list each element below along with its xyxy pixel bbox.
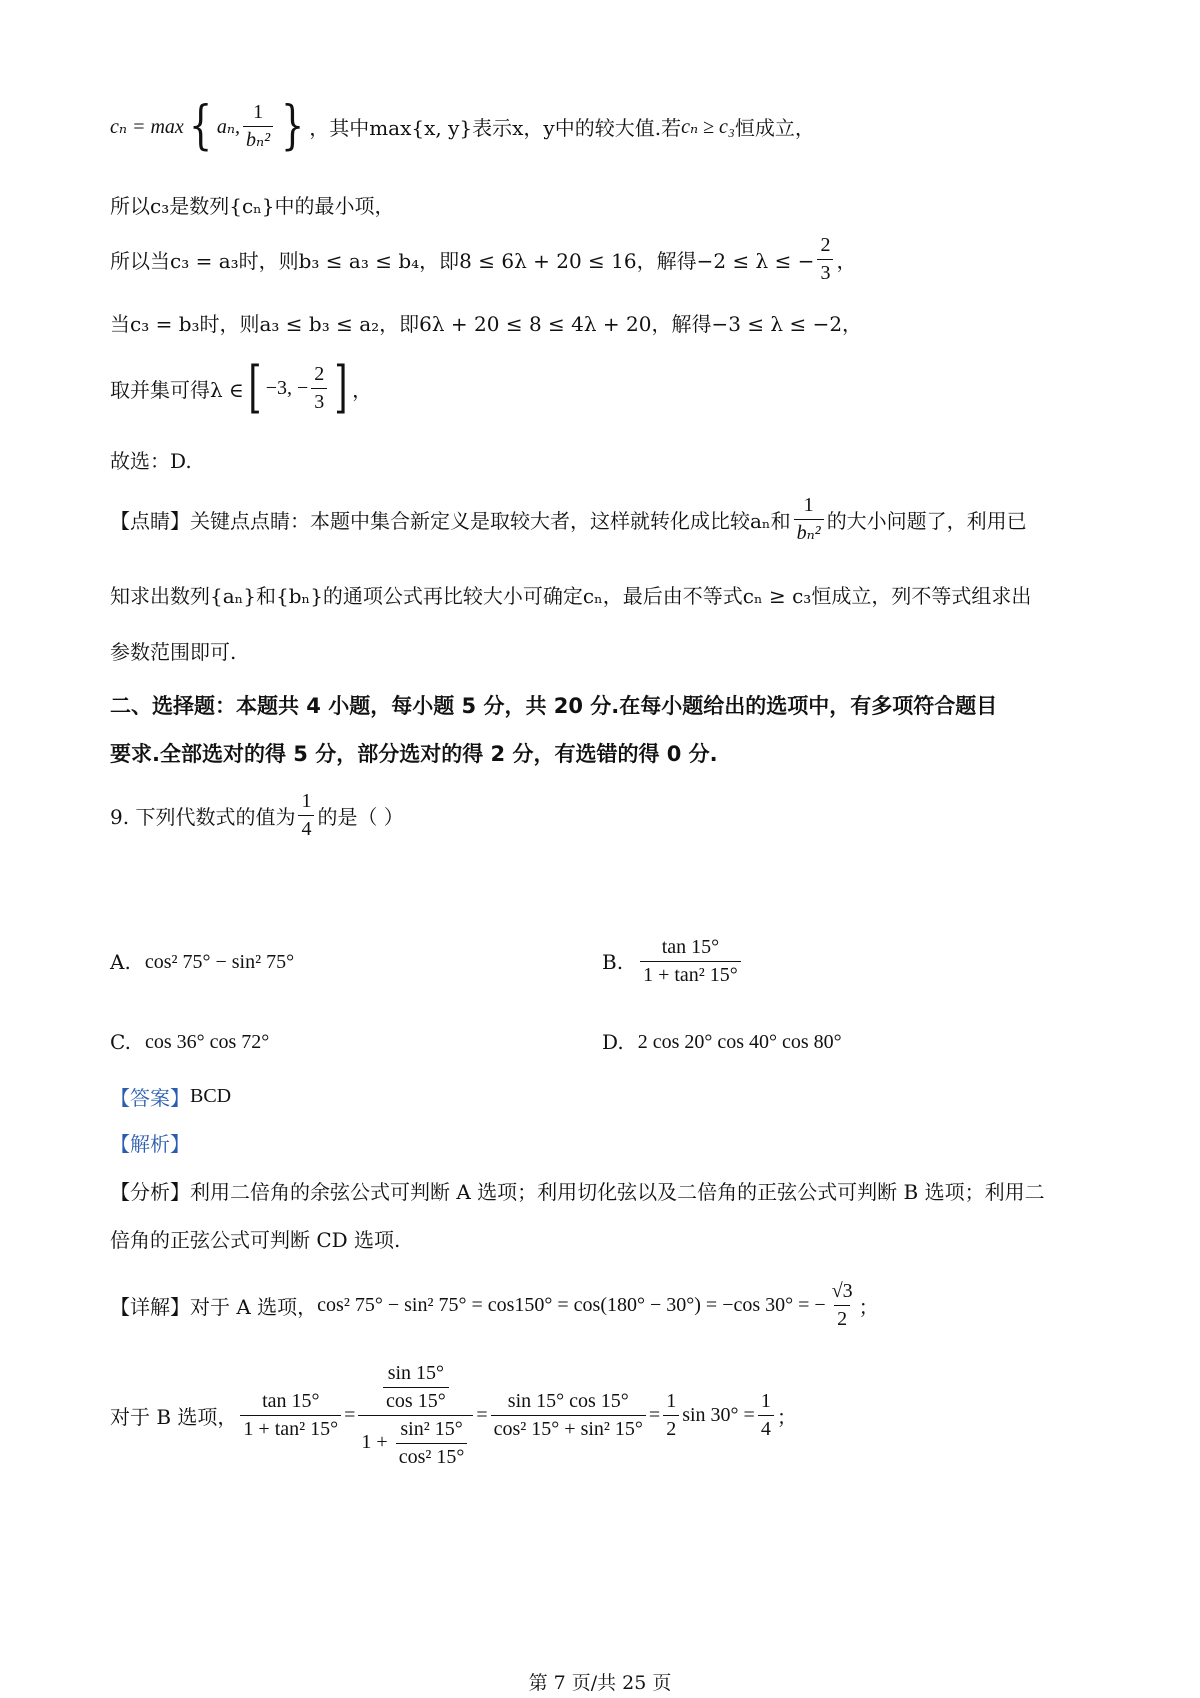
cn-max-expr: cₙ = max <box>110 115 184 138</box>
question-stem <box>110 790 404 841</box>
left-bracket: [ <box>248 355 262 420</box>
line-case-a3 <box>110 234 856 285</box>
option-b[interactable] <box>602 936 744 987</box>
fraction-one-quarter-result <box>758 1390 774 1441</box>
choice-text: 故选：D. <box>110 449 192 473</box>
set-an: aₙ, <box>216 115 241 138</box>
option-b-label: B. <box>602 949 624 974</box>
line-dianjing-1 <box>110 494 1027 545</box>
fraction-numerator: 1 <box>253 100 264 123</box>
dianjing-text-3: 参数范围即可. <box>110 640 237 664</box>
section-heading-line1 <box>110 690 997 720</box>
fraction-numerator: sin² 15° <box>400 1418 463 1440</box>
fraction-denominator: 3 <box>311 388 327 414</box>
fenxi-line-1 <box>110 1176 1045 1205</box>
max-definition-text: ，其中max{x, y}表示x，y中的较大值.若 <box>309 115 682 140</box>
option-a[interactable] <box>110 950 294 974</box>
line-dianjing-2 <box>110 580 1031 609</box>
fraction-one-half <box>663 1390 679 1441</box>
line-cn-definition <box>110 96 815 156</box>
fraction-denominator: 2 <box>663 1415 679 1441</box>
fraction-denominator: 2 <box>834 1305 850 1331</box>
section-heading-text-2: 要求.全部选对的得 5 分，部分选对的得 2 分，有选错的得 0 分. <box>110 742 718 766</box>
option-c-label: C. <box>110 1030 131 1054</box>
option-d[interactable] <box>602 1030 842 1054</box>
case-a3-end: ， <box>836 249 857 273</box>
line-union <box>110 355 373 420</box>
section-heading-line2 <box>110 738 718 768</box>
fraction-one-over-bn2-note <box>794 494 824 545</box>
option-a-expr: cos² 75° − sin² 75° <box>144 950 295 973</box>
interval-lead: −3, − <box>265 376 309 399</box>
fraction-sqrt3-over-2 <box>829 1280 856 1331</box>
union-text: 取并集可得λ ∈ <box>110 377 244 402</box>
detail-b-fraction-1 <box>240 1390 341 1441</box>
page-footer: 第 7 页/共 25 页 <box>528 1672 672 1694</box>
option-c-expr: cos 36° cos 72° <box>144 1030 270 1053</box>
fenxi-line-2 <box>110 1224 400 1253</box>
fraction-denominator: 4 <box>758 1415 774 1441</box>
right-brace: } <box>281 96 305 156</box>
fraction-numerator: sin 15° cos 15° <box>507 1390 629 1412</box>
fraction-denominator: 1 + tan² 15° <box>240 1415 341 1441</box>
fraction-denominator <box>358 1415 473 1469</box>
fraction-numerator: sin 15° <box>387 1362 445 1384</box>
detail-b-line <box>110 1362 797 1469</box>
fenxi-text-2: 倍角的正弦公式可判断 CD 选项. <box>110 1228 401 1252</box>
section-heading-text-1: 二、选择题：本题共 4 小题，每小题 5 分，共 20 分.在每小题给出的选项中，有多项符合题目 <box>110 694 998 718</box>
fraction-denominator: cos² 15° <box>396 1443 468 1469</box>
option-c[interactable] <box>110 1030 269 1054</box>
fraction-numerator: 2 <box>314 362 325 385</box>
line-choice <box>110 445 192 474</box>
detail-a-text: 【详解】对于 A 选项， <box>110 1295 318 1319</box>
case-b3-text: 当c₃ = b₃时，则a₃ ≤ b₃ ≤ a₂，即6λ + 20 ≤ 8 ≤ 4λ + 20，解得−3 ≤ λ ≤ −2， <box>110 312 863 336</box>
answer-label: 【答案】 <box>110 1086 190 1110</box>
fraction-one-quarter <box>298 790 314 841</box>
question-stem-tail: 的是（ ） <box>317 805 404 829</box>
condition-tail: 恒成立， <box>734 115 815 140</box>
detail-b-fraction-3 <box>491 1390 646 1441</box>
fraction-numerator: tan 15° <box>661 936 720 958</box>
equals-sign: = <box>344 1404 356 1426</box>
min-term-text: 所以c₃是数列{cₙ}中的最小项， <box>110 194 395 218</box>
fraction-numerator <box>377 1362 455 1415</box>
fraction-numerator: 1 <box>760 1390 771 1412</box>
fraction-denominator: cos 15° <box>383 1387 449 1413</box>
fraction-numerator: 2 <box>820 234 831 256</box>
detail-a-line <box>110 1280 879 1331</box>
fraction-denominator: bₙ² <box>243 126 273 152</box>
case-a3-text: 所以当c₃ = a₃时，则b₃ ≤ a₃ ≤ b₄，即8 ≤ 6λ + 20 ≤ 16，解得−2 ≤ λ ≤ − <box>110 249 815 273</box>
sin30-expr: sin 30° = <box>682 1404 755 1426</box>
one-plus: 1 + <box>361 1431 388 1454</box>
fraction-denominator: 3 <box>817 259 833 285</box>
line-case-b3 <box>110 308 862 337</box>
equals-sign: = <box>648 1404 661 1426</box>
inner-fraction-sin-cos <box>383 1362 449 1413</box>
analysis-line <box>110 1128 190 1157</box>
fraction-denominator: 1 + tan² 15° <box>640 961 741 987</box>
fraction-numerator: tan 15° <box>262 1390 320 1412</box>
right-bracket: ] <box>334 355 348 420</box>
detail-a-end: ； <box>858 1295 879 1319</box>
line-min-term <box>110 190 395 219</box>
detail-a-expr: cos² 75° − sin² 75° = cos150° = cos(180° − 30°) = −cos 30° = − <box>317 1294 826 1316</box>
equals-sign: = <box>476 1404 488 1426</box>
condition-expr: cₙ ≥ c₃ <box>681 115 735 138</box>
option-a-label: A. <box>110 950 131 974</box>
fraction-numerator: 1 <box>301 790 312 812</box>
answer-line <box>110 1082 231 1111</box>
detail-b-text: 对于 B 选项， <box>110 1405 238 1429</box>
line-dianjing-3 <box>110 636 236 665</box>
fenxi-text-1: 【分析】利用二倍角的余弦公式可判断 A 选项；利用切化弦以及二倍角的正弦公式可判断 B 选项；利用二 <box>110 1180 1045 1204</box>
analysis-label: 【解析】 <box>110 1132 190 1156</box>
detail-b-fraction-2 <box>358 1362 473 1469</box>
answer-value: BCD <box>190 1085 232 1107</box>
fraction-two-thirds <box>817 234 833 285</box>
fraction-numerator: 1 <box>803 494 814 516</box>
fraction-numerator: 1 <box>666 1390 677 1412</box>
option-d-expr: 2 cos 20° cos 40° cos 80° <box>637 1030 842 1053</box>
fraction-two-thirds-interval <box>311 363 327 414</box>
dianjing-text-2: 知求出数列{aₙ}和{bₙ}的通项公式再比较大小可确定cₙ，最后由不等式cₙ ≥ c₃恒成立，列不等式组求出 <box>110 584 1032 608</box>
dianjing-text-a: 【点睛】关键点点睛：本题中集合新定义是取较大者，这样就转化成比较aₙ和 <box>110 509 791 533</box>
fraction-denominator: cos² 15° + sin² 15° <box>491 1415 646 1441</box>
detail-b-end: ； <box>776 1405 797 1429</box>
fraction-numerator: √3 <box>831 1280 853 1302</box>
left-brace: { <box>188 96 212 156</box>
fraction-one-over-bn2 <box>243 101 273 152</box>
fraction-denominator: 4 <box>298 815 314 841</box>
fraction-denominator: bₙ² <box>794 519 824 545</box>
union-end: ， <box>352 377 373 402</box>
option-b-fraction <box>640 936 741 987</box>
option-d-label: D. <box>602 1030 624 1054</box>
question-stem-text: 9. 下列代数式的值为 <box>110 805 296 829</box>
inner-fraction-sin2-cos2 <box>396 1418 468 1469</box>
dianjing-text-b: 的大小问题了，利用已 <box>826 509 1027 533</box>
